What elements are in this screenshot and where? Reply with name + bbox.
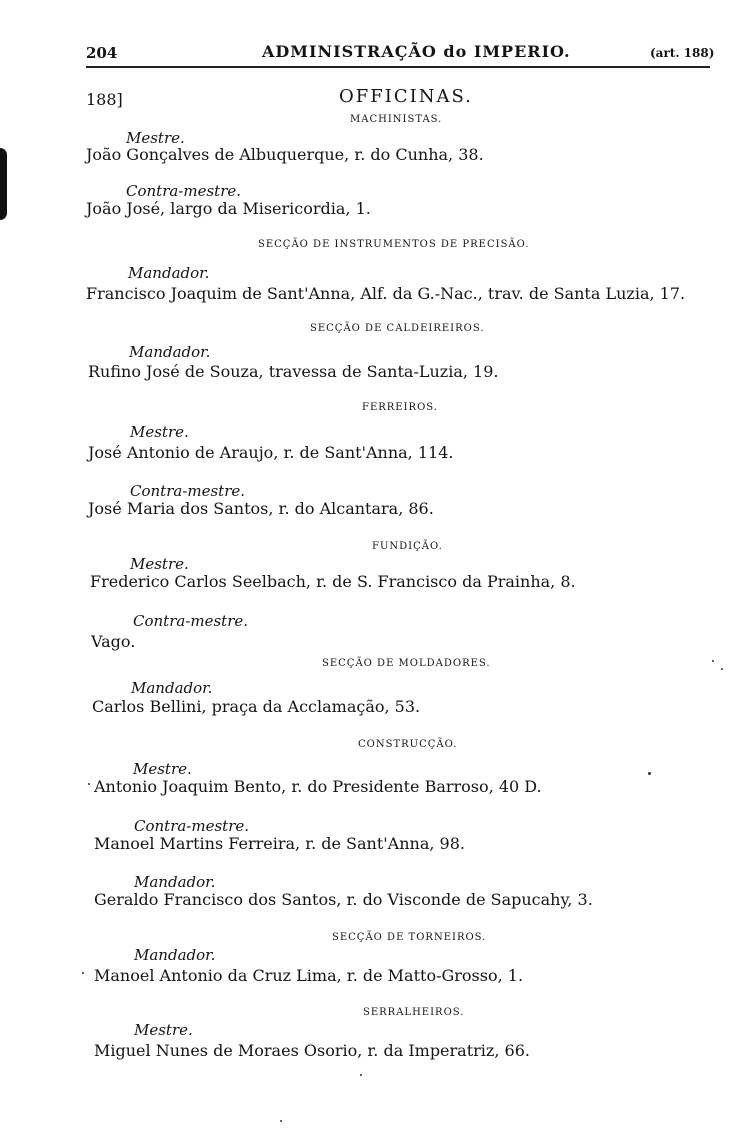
entry-text: João Gonçalves de Albuquerque, r. do Cunha, 38. (86, 145, 484, 164)
scan-edge-mark (0, 148, 7, 220)
header-rule (86, 66, 710, 68)
scan-speck (712, 660, 714, 662)
entry-role: Contra-mestre. (126, 182, 242, 200)
entry-role: Mandador. (131, 679, 213, 697)
section-heading: FERREIROS. (362, 402, 438, 413)
entry-role: Contra-mestre. (130, 482, 246, 500)
section-heading: SECÇÃO DE CALDEIREIROS. (310, 323, 485, 334)
entry-text: João José, largo da Misericordia, 1. (86, 199, 371, 218)
entry-text: José Maria dos Santos, r. do Alcantara, 86. (88, 499, 434, 518)
entry-text: Miguel Nunes de Moraes Osorio, r. da Imperatriz, 66. (94, 1041, 530, 1060)
section-heading: MACHINISTAS. (350, 114, 443, 125)
section-heading: SECÇÃO DE TORNEIROS. (332, 932, 487, 943)
entry-role: Mandador. (129, 343, 211, 361)
entry-text: Rufino José de Souza, travessa de Santa-Luzia, 19. (88, 362, 499, 381)
entry-text: Manoel Antonio da Cruz Lima, r. de Matto-Grosso, 1. (94, 966, 524, 985)
entry-role: Mestre. (130, 555, 189, 573)
entry-role: Mestre. (126, 129, 185, 147)
article-ref: (art. 188) (650, 46, 715, 60)
section-heading: SECÇÃO DE MOLDADORES. (322, 658, 491, 669)
section-heading: FUNDIÇÃO. (372, 541, 443, 552)
scan-speck (82, 972, 84, 974)
entry-role: Mandador. (134, 873, 216, 891)
entry-role: Mandador. (134, 946, 216, 964)
entry-text: Geraldo Francisco dos Santos, r. do Visconde de Sapucahy, 3. (94, 890, 593, 909)
entry-text: Antonio Joaquim Bento, r. do Presidente Barroso, 40 D. (94, 777, 542, 796)
page-title: OFFICINAS. (339, 86, 473, 107)
section-heading: SECÇÃO DE INSTRUMENTOS DE PRECISÃO. (258, 239, 530, 250)
entry-role: Mestre. (134, 1021, 193, 1039)
entry-role: Contra-mestre. (133, 612, 249, 630)
scan-speck (360, 1074, 362, 1076)
entry-role: Mestre. (130, 423, 189, 441)
entry-role: Mandador. (128, 264, 210, 282)
entry-text: Vago. (91, 632, 136, 651)
section-heading: CONSTRUCÇÃO. (358, 739, 458, 750)
entry-text: José Antonio de Araujo, r. de Sant'Anna, 114. (88, 443, 454, 462)
article-number: 188] (86, 90, 123, 109)
entry-role: Contra-mestre. (134, 817, 250, 835)
entry-text: Frederico Carlos Seelbach, r. de S. Francisco da Prainha, 8. (90, 572, 576, 591)
scan-speck (280, 1120, 282, 1122)
scan-speck (721, 668, 723, 670)
entry-text: Manoel Martins Ferreira, r. de Sant'Anna, 98. (94, 834, 465, 853)
page-number: 204 (86, 44, 118, 62)
entry-text: Carlos Bellini, praça da Acclamação, 53. (92, 697, 421, 716)
running-title: ADMINISTRAÇÃO do IMPERIO. (262, 42, 571, 61)
entry-text: Francisco Joaquim de Sant'Anna, Alf. da G.-Nac., trav. de Santa Luzia, 17. (86, 284, 686, 303)
entry-role: Mestre. (133, 760, 192, 778)
scan-speck (88, 783, 90, 785)
section-heading: SERRALHEIROS. (363, 1007, 465, 1018)
scan-speck (648, 772, 651, 775)
